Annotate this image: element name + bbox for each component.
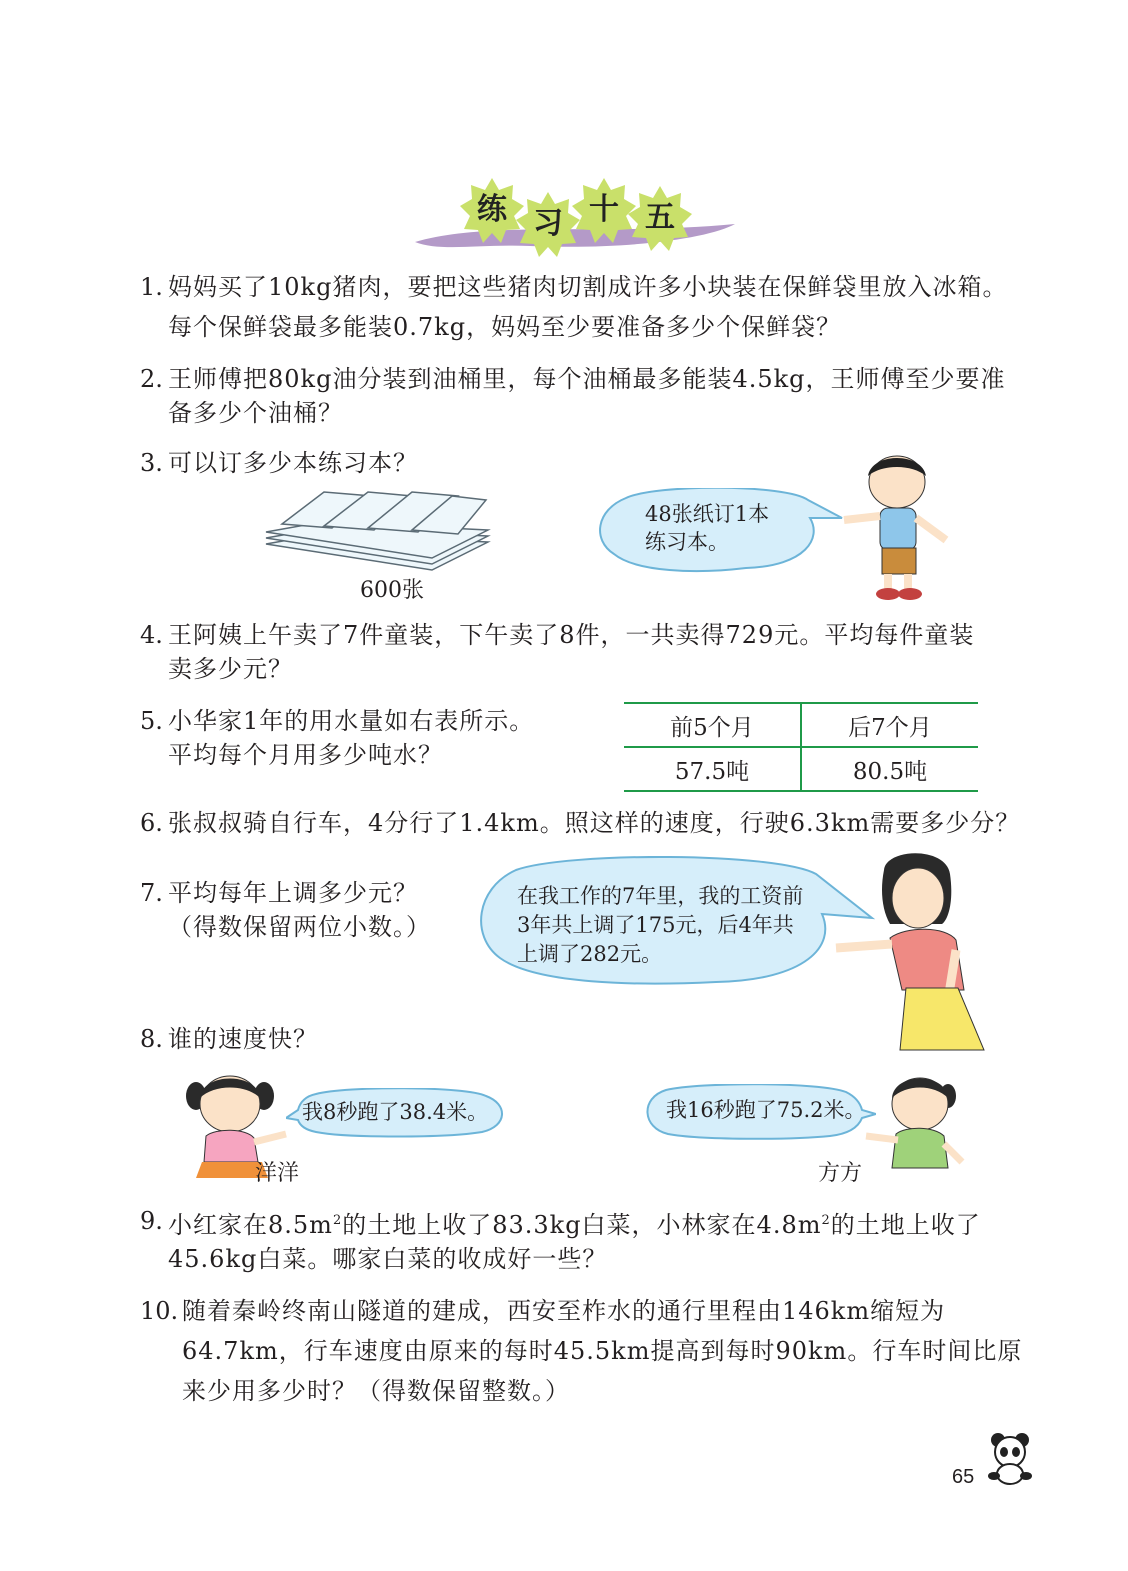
fangfang-bubble-text: 我16秒跑了75.2米。	[666, 1098, 866, 1122]
bubble-7-line-3: 上调了282元。	[517, 942, 663, 966]
problem-9-line-1	[168, 1206, 981, 1240]
problem-6-line-1: 张叔叔骑自行车，4分行了1.4km。照这样的速度，行驶6.3km需要多少分？	[168, 809, 1021, 837]
problem-7-number: 7.	[140, 879, 163, 907]
title-char-1: 练	[477, 192, 507, 227]
problem-9-line-1-part-c: 的土地上收了	[830, 1211, 981, 1239]
problem-8-line-1: 谁的速度快？	[168, 1025, 318, 1053]
problem-6-number: 6.	[140, 809, 163, 837]
problem-9-number: 9.	[140, 1207, 163, 1235]
problem-1-line-1: 妈妈买了10kg猪肉，要把这些猪肉切割成许多小块装在保鲜袋里放入冰箱。	[168, 273, 1008, 301]
problem-5-line-2: 平均每个月用多少吨水？	[168, 741, 443, 769]
title-char-2: 习	[533, 206, 563, 241]
problem-4-line-1: 王阿姨上午卖了7件童装，下午卖了8件，一共卖得729元。平均每件童装	[168, 621, 975, 649]
woman-illustration	[826, 850, 992, 1060]
exercise-title	[410, 192, 740, 270]
problem-9-line-1-part-b: 的土地上收了83.3kg白菜，小林家在4.8m	[342, 1211, 822, 1239]
yangyang-bubble-text: 我8秒跑了38.4米。	[302, 1100, 489, 1124]
problem-8-number: 8.	[140, 1025, 163, 1053]
problem-4-line-2: 卖多少元？	[168, 655, 293, 683]
title-char-3: 十	[589, 192, 619, 227]
page-number: 65	[952, 1466, 975, 1488]
table-cell: 57.5吨	[624, 747, 801, 791]
table-row	[624, 747, 978, 791]
problem-5-line-1: 小华家1年的用水量如右表所示。	[168, 707, 535, 735]
problem-1-line-2: 每个保鲜袋最多能装0.7kg，妈妈至少要准备多少个保鲜袋？	[168, 313, 842, 341]
superscript-2: 2	[332, 1213, 343, 1228]
water-usage-table	[624, 702, 978, 792]
fangfang-name: 方方	[818, 1161, 863, 1186]
problem-3-number: 3.	[140, 449, 163, 477]
title-star-4	[626, 184, 694, 252]
panda-icon	[984, 1430, 1036, 1486]
problem-10-line-1: 随着秦岭终南山隧道的建成，西安至柞水的通行里程由146km缩短为	[182, 1297, 946, 1325]
boy-illustration	[842, 452, 952, 602]
problem-9-line-1-part-a: 小红家在8.5m	[168, 1211, 333, 1239]
paper-count-caption: 600张	[360, 578, 424, 603]
bubble-3-line-2: 练习本。	[645, 530, 729, 554]
problem-10-line-3: 来少用多少时？（得数保留整数。）	[182, 1377, 570, 1405]
problem-5-number: 5.	[140, 707, 163, 735]
yangyang-name: 洋洋	[255, 1161, 300, 1186]
problem-2-line-1: 王师傅把80kg油分装到油桶里，每个油桶最多能装4.5kg，王师傅至少要准	[168, 365, 1006, 393]
table-header-row	[624, 703, 978, 747]
table-header-cell: 后7个月	[801, 703, 978, 747]
bubble-7-line-1: 在我工作的7年里，我的工资前	[517, 884, 804, 908]
superscript-2: 2	[821, 1213, 831, 1228]
problem-10-number: 10.	[140, 1297, 179, 1325]
girl-fangfang-illustration	[862, 1068, 966, 1180]
problem-7-line-1: 平均每年上调多少元？	[168, 879, 418, 907]
problem-4-number: 4.	[140, 621, 163, 649]
problem-10-line-2: 64.7km，行车速度由原来的每时45.5km提高到每时90km。行车时间比原	[182, 1337, 1023, 1365]
bubble-3-line-1: 48张纸订1本	[645, 502, 770, 526]
title-char-4: 五	[645, 200, 675, 235]
problem-3-line-1: 可以订多少本练习本？	[168, 449, 418, 477]
problem-1-number: 1.	[140, 273, 163, 301]
paper-stacks-illustration	[262, 484, 492, 576]
bubble-7-line-2: 3年共上调了175元，后4年共	[517, 913, 794, 937]
problem-2-number: 2.	[140, 365, 163, 393]
problem-2-line-2: 备多少个油桶？	[168, 399, 343, 427]
problem-7-line-2: （得数保留两位小数。）	[168, 913, 431, 941]
table-header-cell: 前5个月	[624, 703, 801, 747]
table-cell: 80.5吨	[801, 747, 978, 791]
problem-9-line-2: 45.6kg白菜。哪家白菜的收成好一些？	[168, 1245, 608, 1273]
